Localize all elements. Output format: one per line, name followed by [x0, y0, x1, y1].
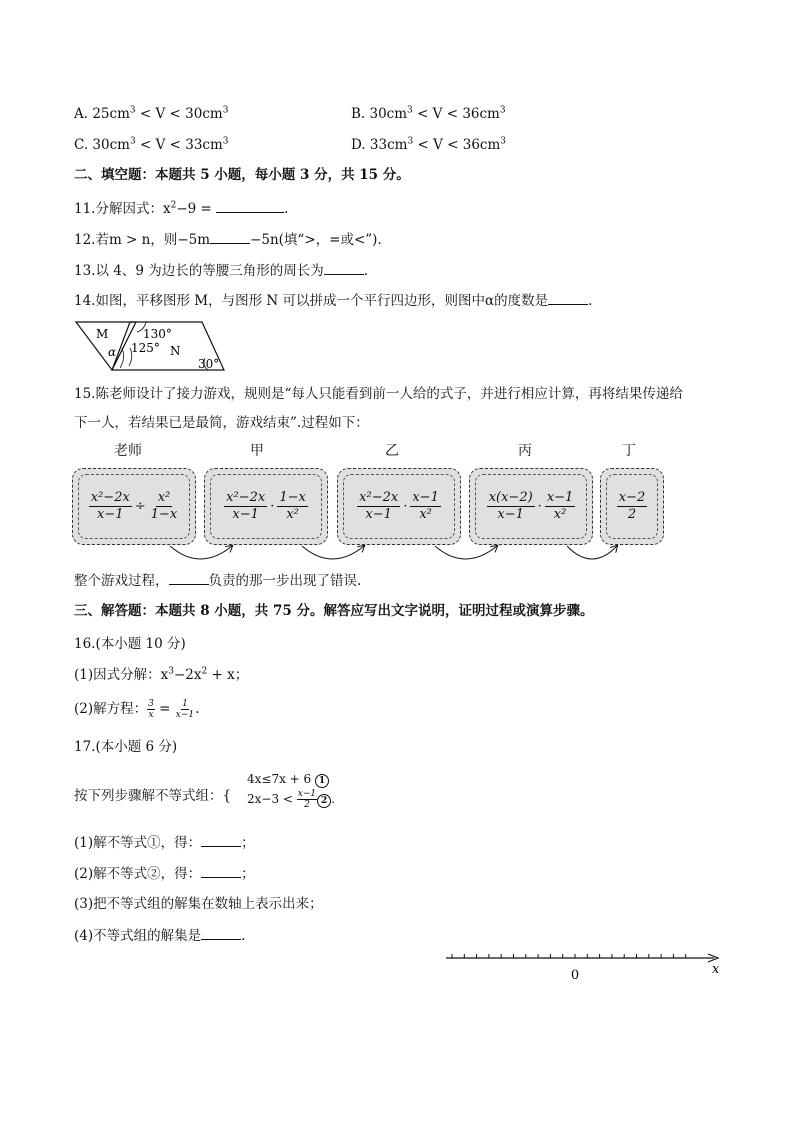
relay-box-bing: $\frac{x(x-2)}{x-1}$ · $\frac{x-1}{\text{x²}}$	[469, 468, 593, 545]
question-16-header: 16.(本小题 10 分)	[74, 636, 186, 652]
arrow-2	[302, 546, 364, 559]
person-yi: 乙	[385, 443, 399, 459]
answer-blank[interactable]	[324, 262, 364, 275]
inequality-1: 4x≤7x + 6 1	[247, 771, 329, 788]
relay-box-yi: $\frac{\text{x²−2x}}{x-1}$ · $\frac{x-1}{\text{x²}}$	[337, 468, 461, 545]
inequality-2: 2x−3 < $\frac{x-1}{2}$ 2 .	[247, 789, 335, 810]
option-d: D. $33cm^3 < V < 36cm^3$	[351, 136, 507, 153]
relay-arrows	[0, 540, 794, 570]
relay-box-teacher: $\frac{\text{x²−2x}}{x-1}$ ÷ $\frac{\text{x²}}{1-x}$	[72, 468, 196, 545]
question-16-part1: (1)因式分解：$x^3-2x^2 + x$；	[74, 666, 249, 683]
relay-box-jia: $\frac{\text{x²−2x}}{x-1}$ · $\frac{1-x}{\text{x²}}$	[204, 468, 328, 545]
q14-figure	[74, 318, 244, 374]
arrow-4	[567, 546, 617, 559]
answer-blank[interactable]	[548, 292, 588, 305]
question-12: 12.若m > n，则−5m −5n(填“>，=或<”).	[74, 232, 382, 248]
axis-x-label: x	[712, 962, 720, 977]
answer-blank[interactable]	[169, 572, 209, 585]
number-line[interactable]	[440, 946, 730, 982]
arrow-3	[435, 546, 497, 559]
question-17-step3: (3)把不等式组的解集在数轴上表示出来；	[74, 896, 323, 912]
option-c: C. $30cm^3 < V < 33cm^3$	[74, 136, 229, 153]
question-13: 13.以 4、9 为边长的等腰三角形的周长为 .	[74, 263, 369, 279]
answer-blank[interactable]	[216, 200, 284, 213]
question-17-step2: (2)解不等式②，得： ；	[74, 866, 255, 882]
label-m: M	[96, 327, 109, 341]
answer-blank[interactable]	[201, 834, 241, 847]
question-17-step1: (1)解不等式①，得： ；	[74, 835, 255, 851]
arrow-1	[170, 546, 232, 559]
label-alpha: α	[108, 345, 117, 359]
question-15-line1: 15.陈老师设计了接力游戏，规则是“每人只能看到前一人给的式子，并进行相应计算，再将结果传递给	[74, 386, 683, 402]
label-30: 30°	[198, 357, 220, 371]
option-a: A. $25cm^3 < V < 30cm^3$	[74, 105, 229, 122]
section3-title: 三、解答题：本题共 8 小题，共 75 分。解答应写出文字说明，证明过程或演算步骤。	[74, 603, 594, 619]
person-bing: 丙	[518, 443, 532, 459]
option-b: B. $30cm^3 < V < 36cm^3$	[351, 105, 506, 122]
question-17-step4: (4)不等式组的解集是 .	[74, 928, 246, 944]
axis-zero-label: 0	[570, 968, 580, 982]
label-125: 125°	[131, 341, 160, 355]
question-17-header: 17.(本小题 6 分)	[74, 739, 178, 755]
relay-box-ding: $\frac{x-2}{2}$	[600, 468, 664, 545]
person-ding: 丁	[622, 443, 636, 459]
section2-title: 二、填空题：本题共 5 小题，每小题 3 分，共 15 分。	[74, 167, 410, 183]
label-130: 130°	[143, 327, 172, 341]
question-17-intro: 按下列步骤解不等式组：{	[74, 788, 232, 804]
question-11: 11.分解因式：$x^2-9$ = .	[74, 200, 289, 217]
answer-blank[interactable]	[201, 865, 241, 878]
label-n: N	[170, 344, 181, 358]
question-14: 14.如图，平移图形 M，与图形 N 可以拼成一个平行四边形，则图中α的度数是 .	[74, 293, 593, 309]
question-15-answer: 整个游戏过程， 负责的那一步出现了错误.	[74, 573, 362, 589]
question-16-part2: (2)解方程： $\frac{3}{x}$ = $\frac{1}{x-1}$ .	[74, 699, 200, 720]
answer-blank[interactable]	[201, 927, 241, 940]
question-15-line2: 下一人，若结果已是最简，游戏结束”.过程如下：	[74, 415, 369, 431]
answer-blank[interactable]	[210, 231, 250, 244]
person-jia: 甲	[250, 443, 264, 459]
person-teacher: 老师	[114, 443, 142, 459]
